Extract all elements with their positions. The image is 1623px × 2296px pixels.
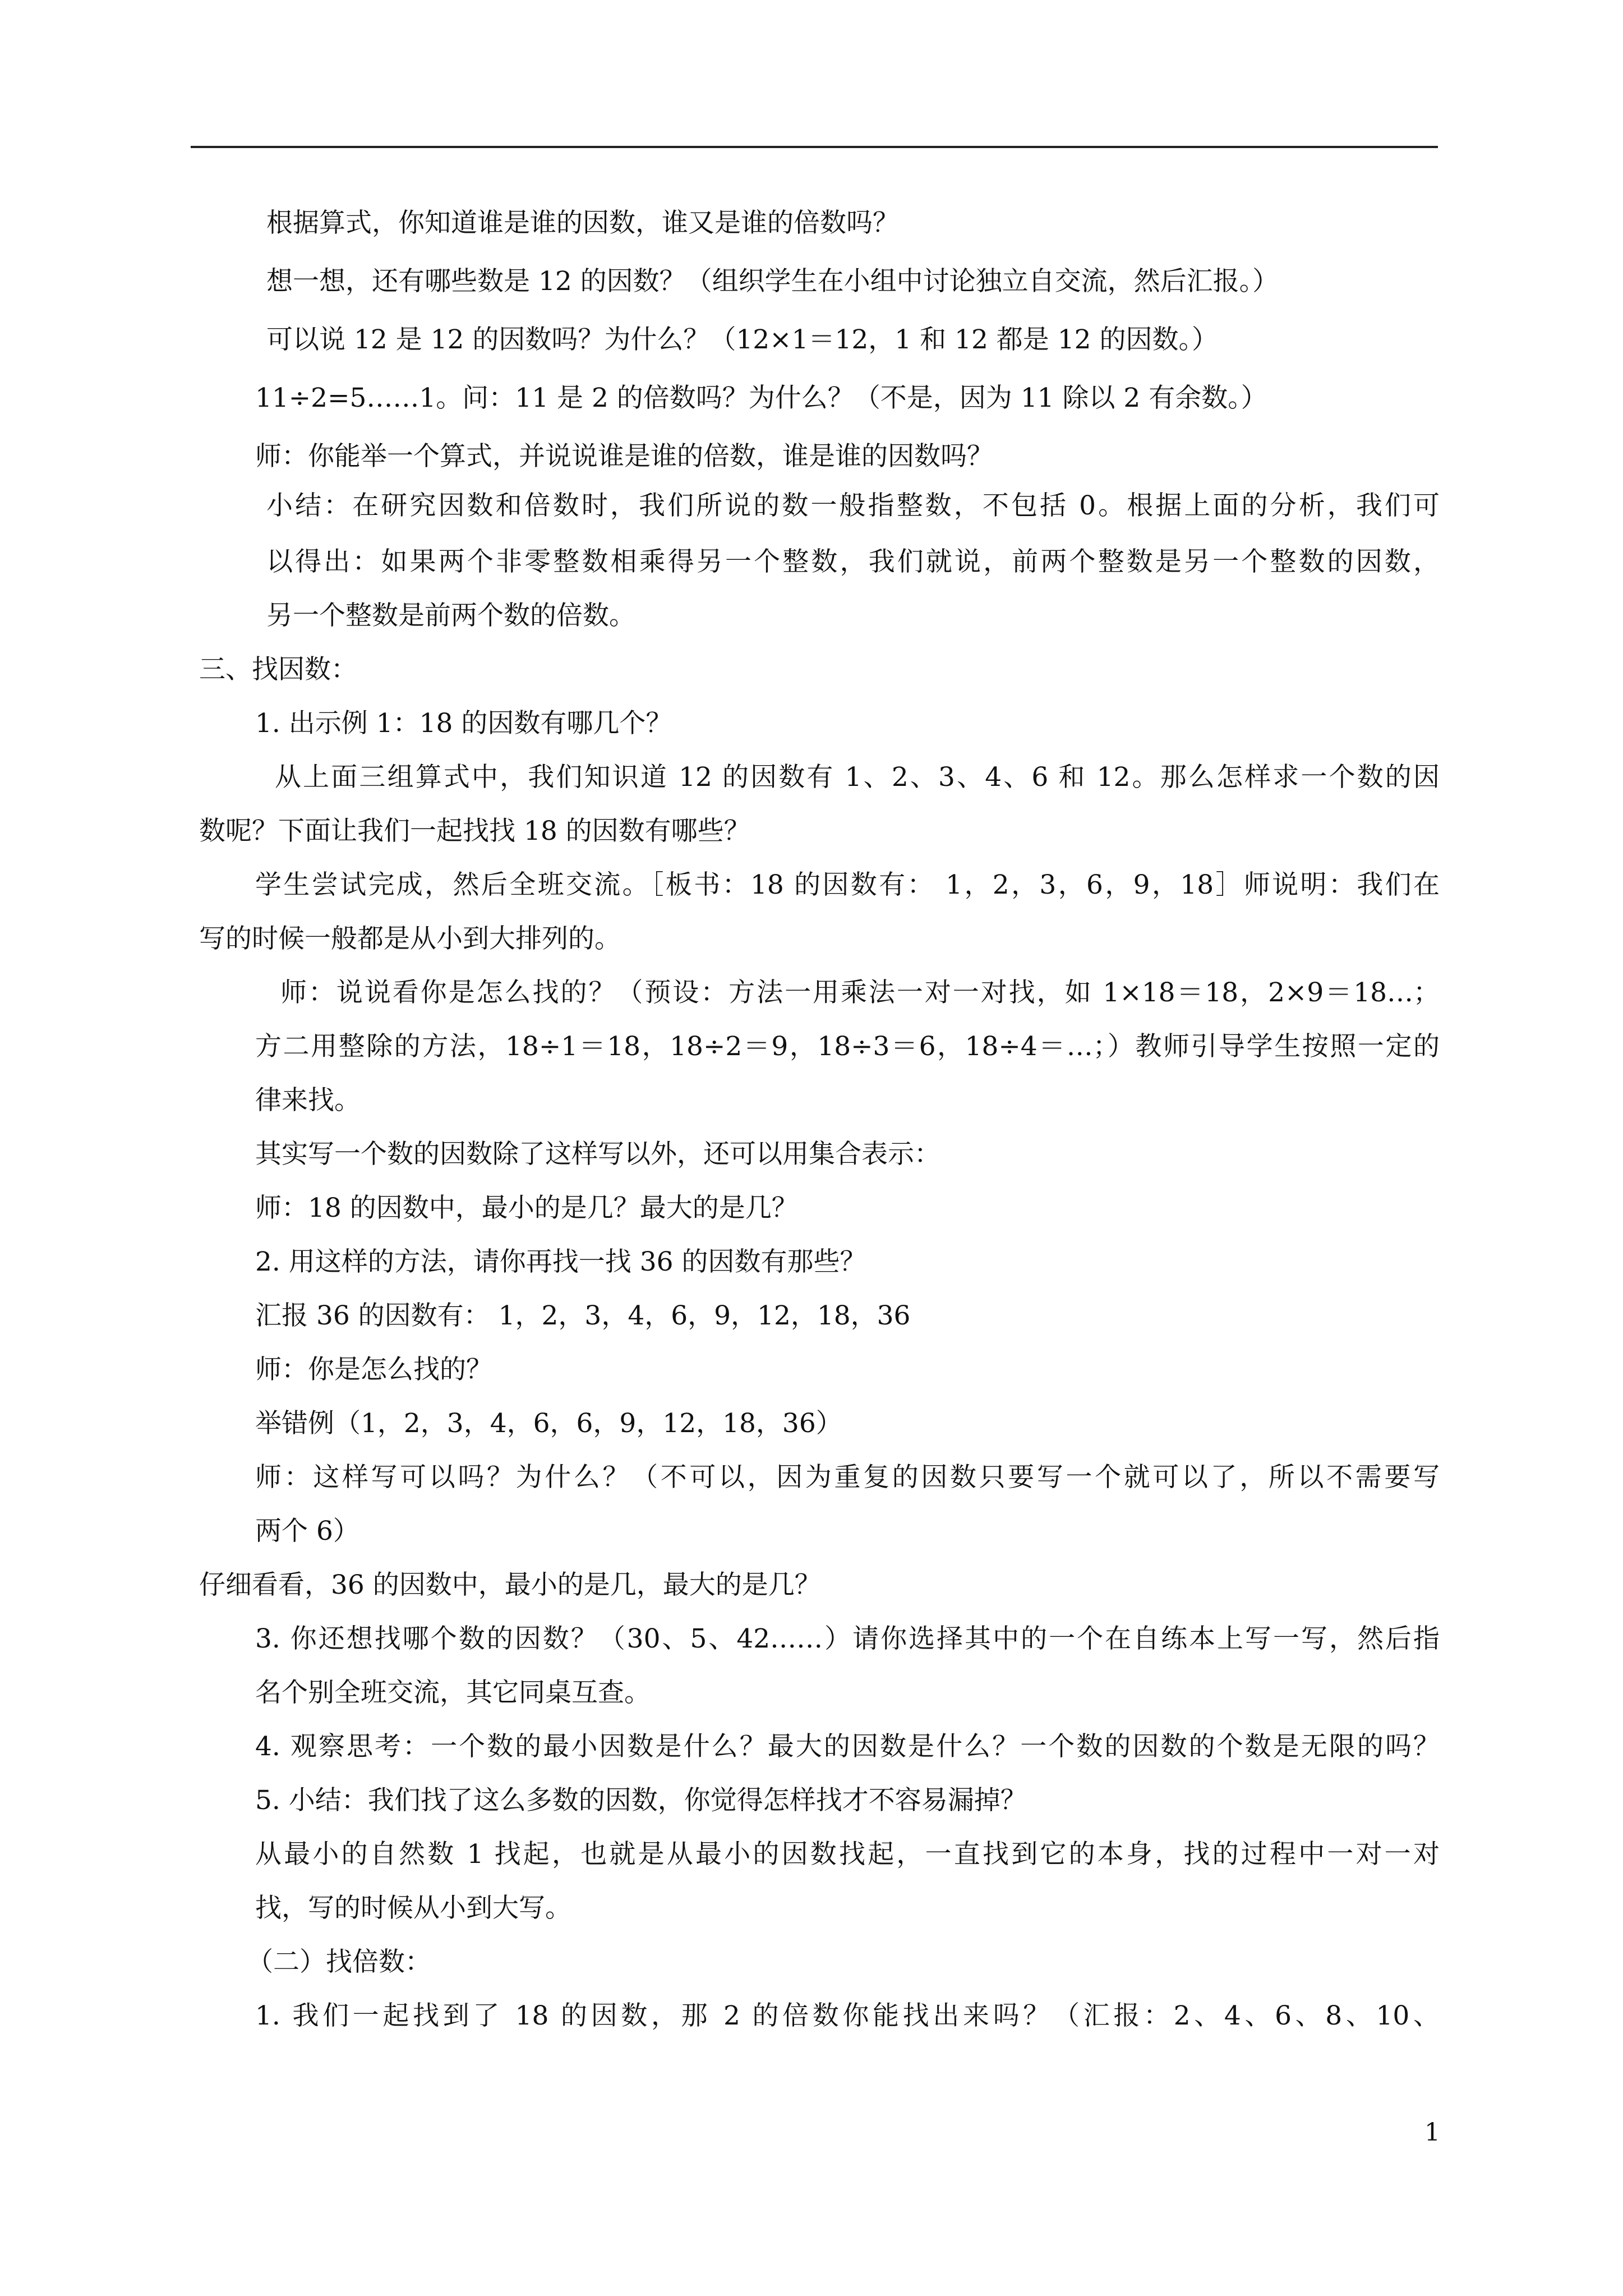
text-line: 3. 你还想找哪个数的因数？（30、5、42……）请你选择其中的一个在自练本上写一写，然后指	[255, 1623, 1440, 1654]
text-line: 2. 用这样的方法，请你再找一找 36 的因数有那些？	[255, 1246, 866, 1277]
text-line: 从上面三组算式中，我们知识道 12 的因数有 1、2、3、4、6 和 12。那么怎样求一个数的因	[275, 762, 1440, 793]
text-line: 另一个整数是前两个数的倍数。	[266, 600, 635, 631]
text-line: 两个 6）	[255, 1516, 359, 1547]
text-line: 11÷2=5……1。问：11 是 2 的倍数吗？为什么？（不是，因为 11 除以 2 有余数。）	[255, 383, 1267, 413]
text-line: 其实写一个数的因数除了这样写以外，还可以用集合表示：	[255, 1139, 940, 1170]
text-line: 写的时候一般都是从小到大排列的。	[199, 923, 621, 954]
text-line: 1. 出示例 1：18 的因数有哪几个？	[255, 708, 672, 739]
text-line: 4. 观察思考：一个数的最小因数是什么？最大的因数是什么？一个数的因数的个数是无限的吗？	[255, 1731, 1440, 1762]
text-line: 汇报 36 的因数有： 1，2，3，4，6，9，12，18，36	[255, 1300, 911, 1331]
text-line: 名个别全班交流，其它同桌互查。	[255, 1677, 651, 1708]
text-line: 学生尝试完成，然后全班交流。［板书：18 的因数有： 1，2，3，6，9，18］师说明：我们在	[255, 869, 1440, 900]
section-heading: 三、找因数：	[199, 654, 357, 685]
text-line: 想一想，还有哪些数是 12 的因数？（组织学生在小组中讨论独立自交流，然后汇报。）	[266, 266, 1279, 297]
subsection-heading: （二）找倍数：	[247, 1947, 431, 1977]
page-number: 1	[1424, 2118, 1440, 2147]
text-line: 可以说 12 是 12 的因数吗？为什么？（12×1＝12，1 和 12 都是 12 的因数。）	[266, 324, 1218, 355]
text-line: 举错例（1，2，3，4，6，6，9，12，18，36）	[255, 1408, 842, 1439]
text-line: 1. 我们一起找到了 18 的因数，那 2 的倍数你能找出来吗？（汇报：2、4、6、8、10、	[255, 2000, 1440, 2031]
text-line: 小结：在研究因数和倍数时，我们所说的数一般指整数，不包括 0。根据上面的分析，我们可	[266, 490, 1440, 521]
text-line: 仔细看看，36 的因数中，最小的是几，最大的是几？	[199, 1570, 821, 1600]
text-line: 师：你能举一个算式，并说说谁是谁的倍数，谁是谁的因数吗？	[255, 441, 993, 472]
text-line: 师：这样写可以吗？为什么？（不可以，因为重复的因数只要写一个就可以了，所以不需要写	[255, 1462, 1440, 1493]
text-line: 师：说说看你是怎么找的？（预设：方法一用乘法一对一对找，如 1×18＝18，2×9＝18…；	[280, 977, 1440, 1008]
text-line: 律来找。	[255, 1085, 361, 1116]
text-line: 从最小的自然数 1 找起，也就是从最小的因数找起，一直找到它的本身，找的过程中一对一对	[255, 1839, 1440, 1870]
header-rule	[191, 146, 1438, 148]
text-line: 以得出：如果两个非零整数相乘得另一个整数，我们就说，前两个整数是另一个整数的因数，	[266, 546, 1440, 577]
text-line: 数呢？下面让我们一起找找 18 的因数有哪些？	[199, 816, 750, 846]
text-line: 5. 小结：我们找了这么多数的因数，你觉得怎样找才不容易漏掉？	[255, 1785, 1027, 1816]
text-line: 根据算式，你知道谁是谁的因数，谁又是谁的倍数吗？	[266, 208, 899, 238]
text-line: 找，写的时候从小到大写。	[255, 1893, 571, 1924]
text-line: 师：你是怎么找的？	[255, 1354, 492, 1385]
text-line: 师：18 的因数中，最小的是几？最大的是几？	[255, 1193, 798, 1223]
text-line: 方二用整除的方法，18÷1＝18，18÷2＝9，18÷3＝6，18÷4＝…；）教师引导学生按照一定的	[255, 1031, 1440, 1062]
